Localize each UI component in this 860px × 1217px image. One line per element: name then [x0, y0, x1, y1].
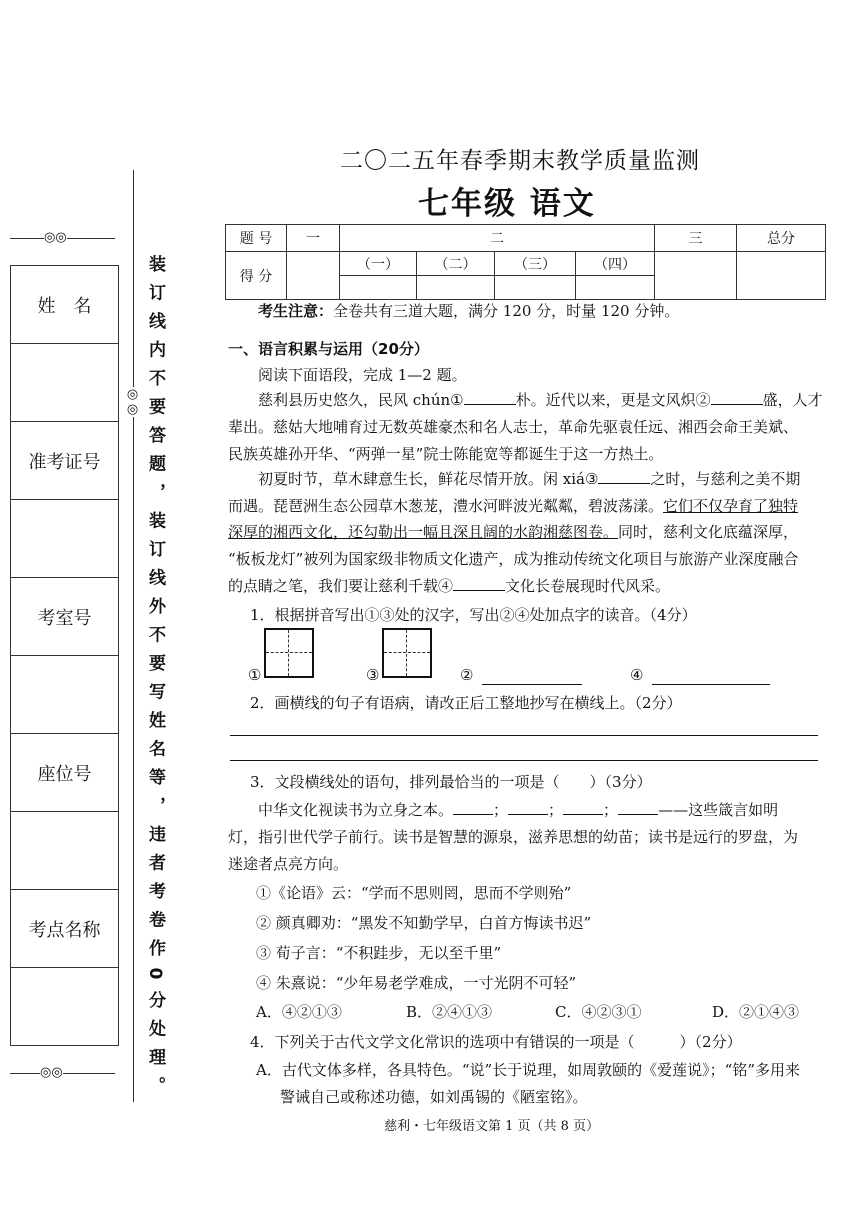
passage-text: 慈利县历史悠久，民风 chún①	[258, 391, 464, 409]
binding-notice: 装订线内不要答题，装订线外不要写姓名等，违者考卷作0分处理。	[145, 255, 165, 1105]
passage-text: 同时，慈利文化底蕴深厚，	[618, 523, 799, 541]
q3-text: ——这些箴言如明	[658, 801, 779, 819]
exam-number-label: 准考证号	[11, 422, 118, 500]
exam-site-field[interactable]	[11, 968, 118, 1045]
exam-site-label: 考点名称	[11, 890, 118, 968]
q1-mark-3: ③	[366, 666, 380, 684]
subject-title: 七年级 语文	[418, 186, 596, 222]
q3-option-c[interactable]: C．④②③①	[555, 1003, 642, 1021]
q3-item-3: ③ 荀子言：“不积跬步，无以至千里”	[256, 944, 502, 962]
passage-p1-line3: 民族英雄孙开华、“两弹一星”院士陈能宽等都诞生于这一方热土。	[228, 445, 664, 463]
binding-circles-bottom: ◎◎	[40, 1065, 63, 1080]
score-table	[225, 224, 826, 300]
section1-intro: 阅读下面语段，完成 1—2 题。	[258, 366, 467, 384]
page-footer: 慈利・七年级语文第 1 页（共 8 页）	[384, 1119, 600, 1134]
passage-text: 初夏时节，草木肆意生长，鲜花尽情开放。闲 xiá③	[258, 470, 599, 488]
answer-line-2[interactable]	[482, 684, 582, 685]
score-sub-cell-2	[417, 276, 495, 300]
exam-notice	[258, 300, 679, 321]
passage-text: 盛，人才	[762, 391, 823, 409]
score-header-1: 一	[287, 225, 340, 252]
answer-line-4[interactable]	[652, 684, 770, 685]
passage-p1-line2: 辈出。慈姑大地哺育过无数英雄豪杰和名人志士，革命先驱袁任远、湘西会命王美斌、	[228, 418, 799, 436]
exam-room-field[interactable]	[11, 656, 118, 734]
q4-option-a-line2: 警诫自己或称述功德，如刘禹锡的《陋室铭》。	[280, 1088, 588, 1106]
passage-p2-line2	[228, 495, 798, 516]
exam-number-field[interactable]	[11, 500, 118, 578]
student-info-box	[10, 265, 119, 1046]
notice-label: 考生注意：	[258, 302, 334, 320]
score-sub-cell-4	[576, 276, 655, 300]
passage-p2-line5	[228, 575, 670, 596]
exam-title: 二〇二五年春季期末教学质量监测	[340, 148, 700, 174]
name-field[interactable]	[11, 344, 118, 422]
exam-room-label: 考室号	[11, 578, 118, 656]
q3-item-1: ①《论语》云：“学而不思则罔，思而不学则殆”	[256, 884, 572, 902]
notice-text: 全卷共有三道大题，满分 120 分，时量 120 分钟。	[333, 302, 680, 320]
name-label: 姓 名	[11, 266, 118, 344]
underlined-sentence: 深厚的湘西文化，还勾勒出一幅且深且阔的水韵湘慈图卷。	[228, 523, 619, 541]
score-cell-total	[737, 252, 826, 300]
passage-text: 文化长卷展现时代风采。	[505, 577, 671, 595]
passage-text: 之时，与慈利之美不期	[650, 470, 801, 488]
score-header-3: 三	[655, 225, 737, 252]
score-sub-4: （四）	[576, 252, 655, 276]
score-cell-3	[655, 252, 737, 300]
score-sub-1: （一）	[340, 252, 417, 276]
tianzige-box-1[interactable]	[264, 628, 314, 678]
binding-circles-top: ◎◎	[44, 230, 67, 245]
q3-text: 中华文化视读书为立身之本。	[258, 801, 454, 819]
q3-option-b[interactable]: B．②④①③	[406, 1003, 493, 1021]
q2-answer-line-1[interactable]	[230, 735, 818, 736]
passage-text: 的点睛之笔，我们要让慈利千载④	[228, 577, 454, 595]
passage-p2-line4: “板板龙灯”被列为国家级非物质文化遗产，成为推动传统文化项目与旅游产业深度融合	[228, 550, 799, 568]
question-4: 4．下列关于古代文学文化常识的选项中有错误的一项是（ ）（2分）	[250, 1033, 742, 1051]
passage-p2-line3	[228, 521, 798, 542]
q2-answer-line-2[interactable]	[230, 760, 818, 761]
score-sub-3: （三）	[495, 252, 576, 276]
score-header-label: 题 号	[226, 225, 287, 252]
q1-mark-2: ②	[460, 666, 474, 684]
tianzige-box-3[interactable]	[382, 628, 432, 678]
blank-4[interactable]	[453, 576, 505, 591]
blank-2[interactable]	[711, 390, 763, 405]
q3-item-4: ④ 朱熹说：“少年易老学难成，一寸光阴不可轻”	[256, 974, 577, 992]
q3-item-2: ② 颜真卿劝：“黑发不知勤学早，白首方悔读书迟”	[256, 914, 592, 932]
q3-option-a[interactable]: A．④②①③	[256, 1003, 342, 1021]
seat-number-label: 座位号	[11, 734, 118, 812]
question-2: 2．画横线的句子有语病，请改正后工整地抄写在横线上。（2分）	[250, 694, 682, 712]
q3-blank-3	[563, 800, 603, 815]
q4-option-a-line1[interactable]: A．古代文体多样，各具特色。“说”长于说理，如周敦颐的《爱莲说》；“铭”多用来	[256, 1061, 801, 1079]
score-cell-1	[287, 252, 340, 300]
passage-text: 朴。近代以来，更是文风炽②	[515, 391, 711, 409]
passage-p2-line1	[258, 468, 800, 489]
score-sub-cell-1	[340, 276, 417, 300]
q3-blank-2	[508, 800, 548, 815]
question-1: 1．根据拼音写出①③处的汉字，写出②④处加点字的读音。（4分）	[250, 606, 697, 624]
q3-option-d[interactable]: D．②①④③	[712, 1003, 800, 1021]
passage-p1-line1	[258, 389, 823, 410]
blank-1[interactable]	[464, 390, 516, 405]
q3-line3: 迷途者点亮方向。	[228, 855, 349, 873]
binding-line	[133, 170, 134, 1102]
q1-mark-4: ④	[630, 666, 644, 684]
score-sub-2: （二）	[417, 252, 495, 276]
q3-blank-4	[618, 800, 658, 815]
passage-text: 而遇。琵琶洲生态公园草木葱茏，澧水河畔波光粼粼，碧波荡漾。	[228, 497, 664, 515]
q3-line1: 中华文化视读书为立身之本。 ； ； ； ——这些箴言如明	[258, 801, 779, 819]
question-3: 3．文段横线处的语句，排列最恰当的一项是（ ）（3分）	[250, 773, 652, 791]
underlined-sentence: 它们不仅孕育了独特	[663, 497, 799, 515]
q1-mark-1: ①	[248, 666, 262, 684]
blank-3[interactable]	[598, 469, 650, 484]
score-header-2: 二	[340, 225, 655, 252]
score-row-label: 得 分	[226, 252, 287, 300]
seat-number-field[interactable]	[11, 812, 118, 890]
score-sub-cell-3	[495, 276, 576, 300]
binding-circles-mid: ◎◎	[125, 387, 140, 417]
score-header-total: 总分	[737, 225, 826, 252]
q3-blank-1	[453, 800, 493, 815]
q3-line2: 灯，指引世代学子前行。读书是智慧的源泉，滋养思想的幼苗；读书是远行的罗盘，为	[228, 828, 799, 846]
section1-title: 一、语言积累与运用（20分）	[228, 340, 429, 358]
